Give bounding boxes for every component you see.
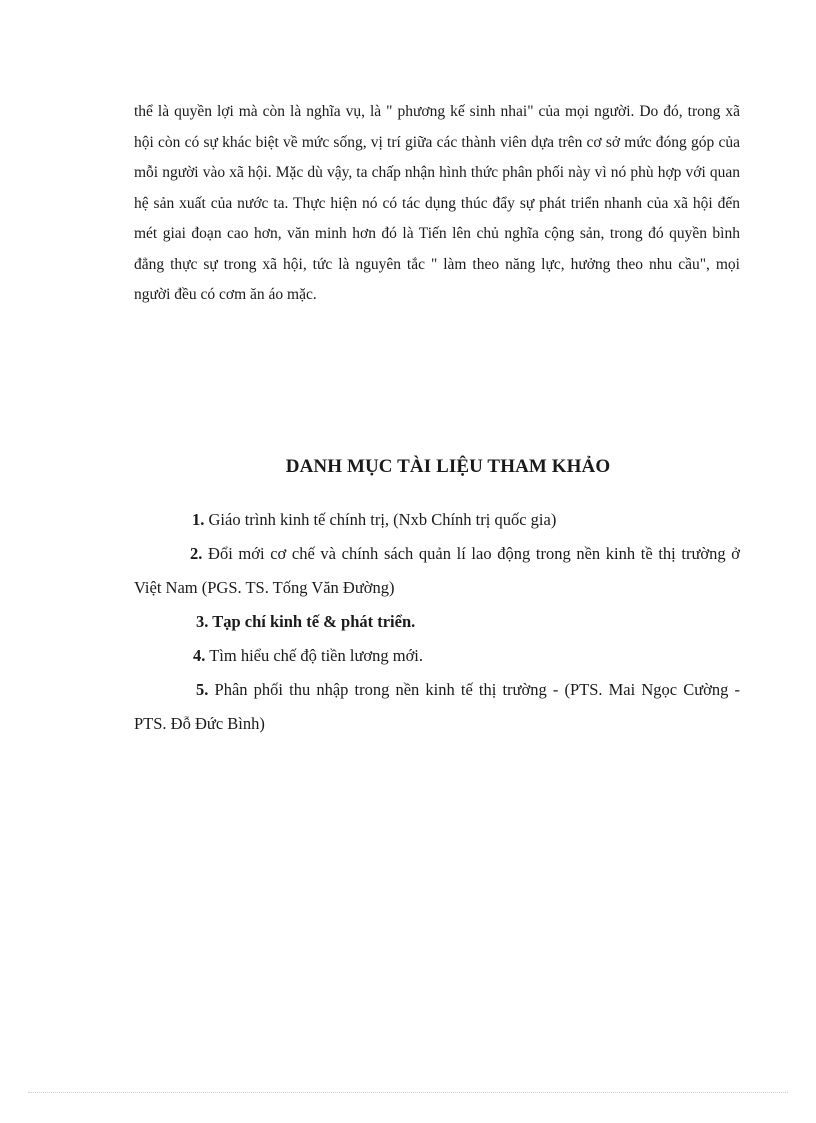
reference-text: Giáo trình kinh tế chính trị, (Nxb Chính trị quốc gia) (208, 510, 557, 529)
reference-number: 3. (196, 612, 209, 631)
reference-number: 2. (190, 544, 203, 563)
reference-item (134, 673, 740, 741)
page-footer-divider (28, 1092, 788, 1093)
reference-number: 1. (192, 510, 205, 529)
reference-text: Tạp chí kinh tế & phát triển. (212, 612, 416, 631)
reference-number: 5. (196, 680, 209, 699)
references-heading: DANH MỤC TÀI LIỆU THAM KHẢO (285, 456, 611, 477)
reference-item (134, 639, 740, 673)
reference-item (134, 503, 740, 537)
reference-number: 4. (193, 646, 206, 665)
reference-text: Đổi mới cơ chế và chính sách quản lí lao động trong nền kinh tề thị trường ở Việt Nam (PGS. TS. Tống Văn Đường) (134, 544, 741, 597)
reference-item (134, 605, 740, 639)
reference-text: Phân phối thu nhập trong nền kinh tế thị trường - (PTS. Mai Ngọc Cường - PTS. Đỗ Đức Bình) (134, 680, 741, 733)
reference-item (134, 537, 740, 605)
body-paragraph: thể là quyền lợi mà còn là nghĩa vụ, là " phương kế sinh nhai" của mọi người. Do đó, trong xã hội còn có sự khác biệt về mức sống, vị trí giữa các thành viên dựa trên cơ sở mức đóng góp của mỗi người vào xã hội. Mặc dù vậy, ta chấp nhận hình thức phân phối này vì nó phù hợp với quan hệ sản xuất của nước ta. Thực hiện nó có tác dụng thúc đẩy sự phát triển nhanh của xã hội đến mét giai đoạn cao hơn, văn minh hơn đó là Tiến lên chủ nghĩa cộng sản, trong đó quyền bình đẳng thực sự trong xã hội, tức là nguyên tắc " làm theo năng lực, hưởng theo nhu cầu", mọi người đều có cơm ăn áo mặc. (134, 103, 740, 303)
reference-list (134, 503, 740, 741)
reference-text: Tìm hiểu chế độ tiền lương mới. (209, 646, 424, 665)
